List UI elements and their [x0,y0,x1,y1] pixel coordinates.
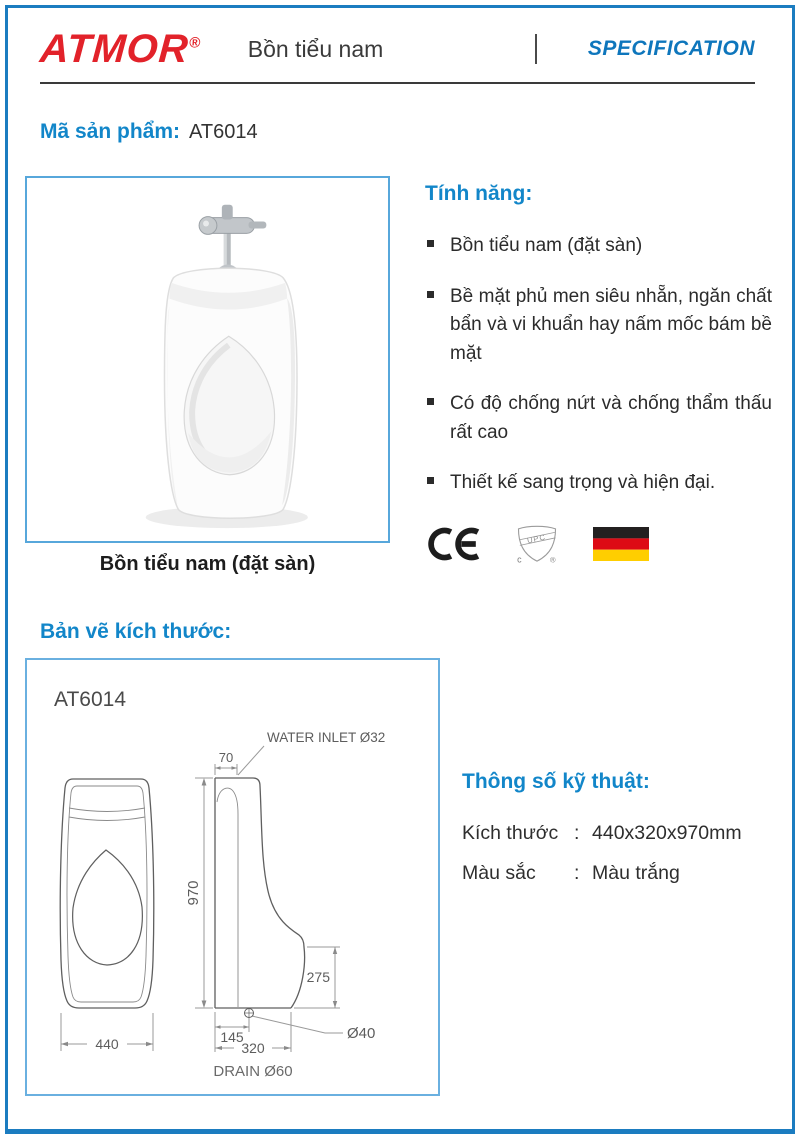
german-flag-icon [593,527,649,561]
features-heading: Tính năng: [425,182,533,205]
feature-item [425,283,772,369]
drawing-heading: Bản vẽ kích thước: [40,620,232,643]
bullet-square-icon [427,291,434,298]
spec-value: Màu trắng [592,862,680,884]
product-code-value: AT6014 [189,121,258,143]
ce-mark-icon [427,527,481,561]
feature-item [425,232,772,261]
main-columns [25,176,772,576]
feature-text: Có độ chống nứt và chống thẩm thấu rất cao [450,393,772,443]
water-inlet-label: WATER INLET Ø32 [267,730,386,745]
bullet-square-icon [427,240,434,247]
urinal-photo [27,178,388,541]
spec-row-dimensions [462,822,772,845]
spec-row-color [462,862,772,885]
drawing-model-label: AT6014 [54,688,126,711]
product-photo-box [25,176,390,543]
certifications-row [427,522,772,566]
registered-mark: ® [188,34,201,52]
brand-name: ATMOR [38,27,191,71]
photo-caption: Bồn tiểu nam (đặt sàn) [99,553,316,575]
photo-column [25,176,390,576]
features-list [425,232,772,498]
front-width-label: 440 [95,1036,119,1052]
product-code-label: Mã sản phẩm: [40,120,181,143]
lower-height-label: 275 [306,969,330,985]
spec-value: 440x320x970mm [592,822,742,844]
drain-offset-label: 145 [220,1029,244,1045]
header-product-title: Bồn tiểu nam [247,35,384,62]
feature-item [425,469,772,498]
feature-text: Bề mặt phủ men siêu nhẵn, ngăn chất bẩn và vi khuẩn hay nấm mốc bám bề mặt [450,285,772,364]
spec-label: Kích thước [462,822,559,844]
bullet-square-icon [427,477,434,484]
upc-r-text: ® [550,555,556,565]
dimension-drawing-box [25,658,440,1096]
spec-label: Màu sắc [462,862,536,884]
drawing-columns [25,658,772,1096]
upc-text: UPC [526,531,547,545]
upc-shield-icon [513,522,561,566]
upc-c-text: c [517,554,522,565]
header-rule [40,82,755,84]
feature-text: Thiết kế sang trọng và hiện đại. [450,472,716,493]
spec-separator: : [574,862,580,884]
spec-rows [462,822,772,885]
dimension-drawing [27,660,438,1094]
feature-text: Bồn tiểu nam (đặt sàn) [450,235,643,256]
top-width-label: 70 [218,750,234,765]
features-column [425,176,772,576]
outlet-label: Ø40 [347,1025,376,1042]
product-code-row [40,120,800,144]
depth-label: 320 [241,1040,265,1056]
header [0,0,800,72]
specs-heading: Thông số kỹ thuật: [462,770,650,793]
height-label: 970 [185,880,202,906]
feature-item [425,390,772,447]
drain-label: DRAIN Ø60 [213,1063,293,1080]
specs-column [462,658,772,1096]
brand-logo [39,29,202,69]
bullet-square-icon [427,398,434,405]
spec-separator: : [574,822,580,844]
header-doc-type: SPECIFICATION [587,37,755,60]
